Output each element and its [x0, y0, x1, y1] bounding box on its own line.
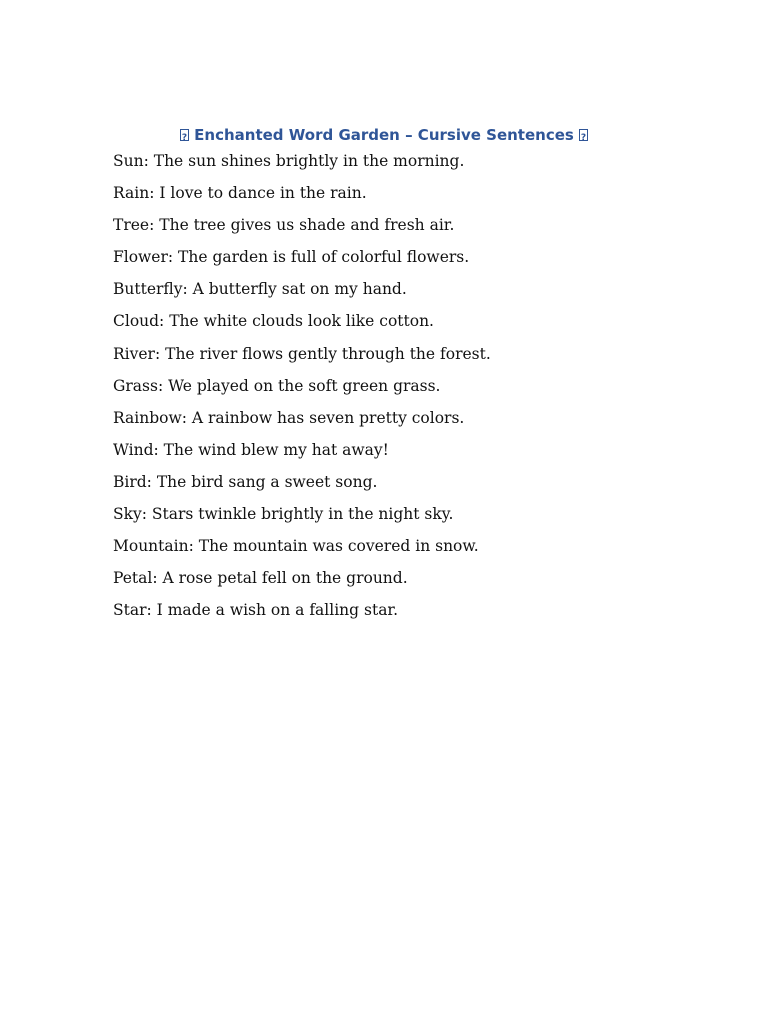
sentence-line: Bird: The bird sang a sweet song.: [113, 472, 378, 491]
sentence-line: River: The river flows gently through the forest.: [113, 344, 491, 363]
sentence-line: Sun: The sun shines brightly in the morning.: [113, 152, 465, 170]
sentence-line: Cloud: The white clouds look like cotton.: [113, 312, 434, 331]
sentence-line: Grass: We played on the soft green grass.: [113, 376, 441, 395]
sentence-line: Petal: A rose petal fell on the ground.: [113, 569, 408, 588]
sentence-line: Wind: The wind blew my hat away!: [113, 440, 389, 459]
sentence-line: Rainbow: A rainbow has seven pretty colors.: [113, 408, 465, 427]
sentence-line: Sky: Stars twinkle brightly in the night sky.: [113, 505, 454, 524]
sentence-line: Rain: I love to dance in the rain.: [113, 184, 367, 203]
sentence-line: Flower: The garden is full of colorful flowers.: [113, 248, 470, 267]
sparkle-icon: [180, 129, 189, 141]
sentence-line: Star: I made a wish on a falling star.: [113, 601, 399, 620]
sentence-list: [113, 150, 713, 631]
sentence-line: Butterfly: A butterfly sat on my hand.: [113, 280, 407, 299]
sparkle-icon: [579, 129, 588, 141]
page-title: [0, 125, 768, 145]
page-title-text: Enchanted Word Garden – Cursive Sentences: [194, 126, 574, 144]
sentence-line: Tree: The tree gives us shade and fresh air.: [113, 216, 455, 235]
sentence-line: Mountain: The mountain was covered in snow.: [113, 537, 479, 556]
